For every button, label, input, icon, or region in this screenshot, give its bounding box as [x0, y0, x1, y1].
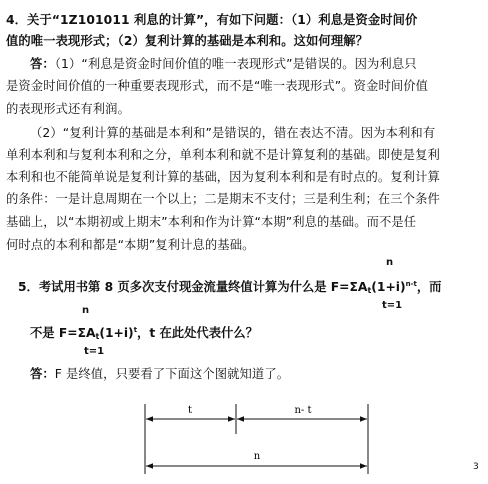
term-a-subscript-2: t [95, 332, 100, 341]
q4-answer-1-line-2: 是资金时间价值的一种重要表现形式，而不是“唯一表现形式”。资金时间价值 [6, 79, 429, 93]
q4-line-1: 4．关于“1Z101011 利息的计算”，有如下问题：（1）利息是资金时间价 [6, 13, 418, 27]
sum-lower-limit-2: t=1 [84, 346, 105, 357]
q4-answer-2-line-6: 何时点的本利和都是“本期”复利计息的基础。 [6, 238, 255, 252]
sigma-symbol-1: Σ [349, 280, 358, 294]
term-exponent-2: t [133, 326, 138, 334]
sum-upper-limit-1: n [386, 257, 394, 268]
sum-upper-limit-2: n [82, 305, 90, 316]
q5-line-1-text: 5．考试用书第 8 页多次支付现金流量终值计算为什么是 F= [18, 280, 350, 294]
page-number: 3 [473, 462, 479, 472]
term-rate-1: (1+i) [371, 280, 406, 294]
q4-answer-2-line-4: 的条件：一是计息周期在一个以上；二是期末不支付；三是利生利；在三个条件 [6, 192, 440, 206]
q4-line-2: 值的唯一表现形式；（2）复利计算的基础是本利和。这如何理解？ [6, 34, 369, 48]
sum-lower-limit-1: t=1 [382, 300, 403, 311]
q4-a1-text-1: （1）“利息是资金时间价值的唯一表现形式”是错误的。因为利息只 [54, 57, 417, 71]
q4-answer-2-line-1: （2）“复利计算的基础是本利和”是错误的，错在表达不清。因为本利和有 [30, 126, 436, 140]
q4-answer-2-line-3: 本利和也不能简单说是复利计算的基础，因为复利本利和是有时点的。复利计算 [6, 170, 440, 184]
q5-line-1-tail: ，而 [416, 280, 442, 294]
term-a-2: A [86, 326, 96, 340]
q4-answer-label: 答： [30, 57, 55, 71]
label-n-minus-t: n- t [294, 405, 312, 416]
label-t: t [187, 405, 193, 416]
q5-answer-text: F 是终值，只要看了下面这个图就知道了。 [54, 367, 290, 381]
q4-answer-2-line-2: 单利本利和与复利本利和之分，单利本利和就不是计算复利的基础。即使是复利 [6, 148, 440, 162]
term-exponent-1: n-t [405, 280, 417, 288]
q4-answer-2-line-5: 基础上，以“本期初或上期末”本利和作为计算“本期”利息的基础。而不是任 [6, 215, 417, 229]
q5-answer-label: 答： [30, 367, 55, 381]
q4-answer-1-line-3: 的表现形式还有利润。 [6, 102, 130, 116]
q5-line-2-pre: 不是 F= [30, 326, 78, 340]
term-a-1: A [357, 280, 368, 294]
term-rate-2: (1+i) [99, 326, 134, 340]
q5-line-2-post: ，t 在此处代表什么？ [137, 326, 258, 340]
sigma-symbol-2: Σ [77, 326, 86, 340]
term-a-subscript-1: t [367, 286, 372, 295]
label-n: n [253, 451, 261, 462]
